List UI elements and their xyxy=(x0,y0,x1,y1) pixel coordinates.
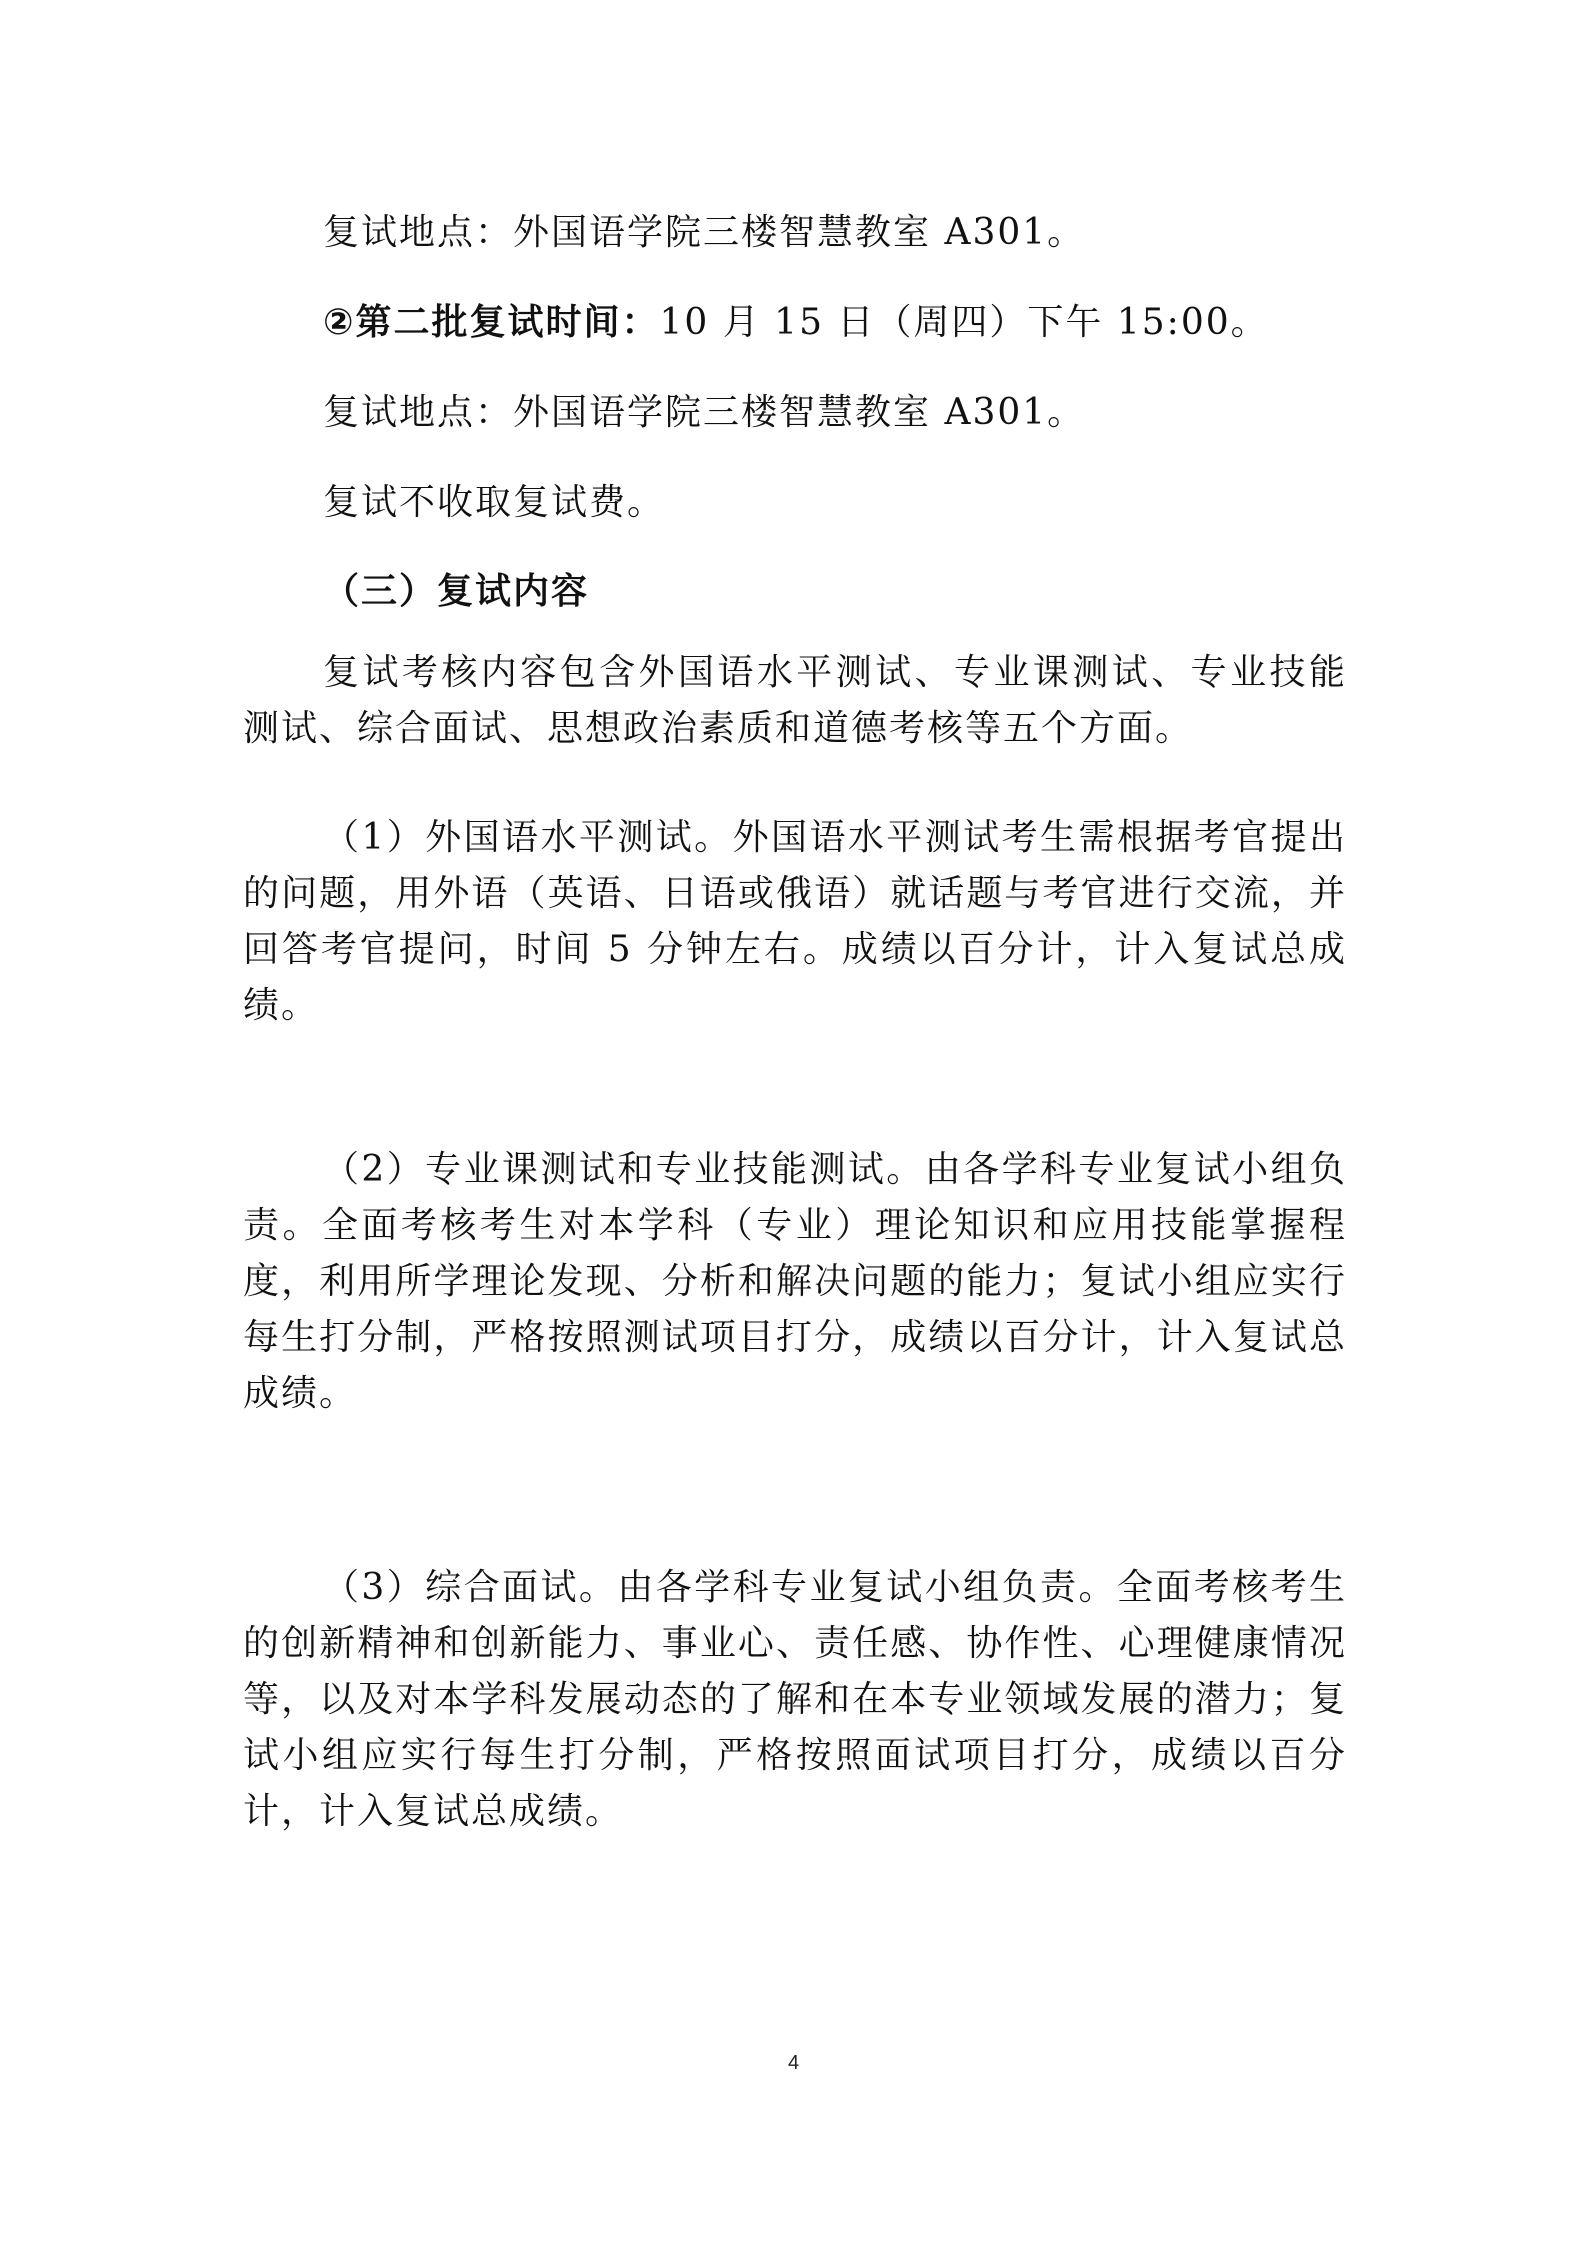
batch2-label: ②第二批复试时间： xyxy=(323,302,660,343)
content-intro-paragraph: 复试考核内容包含外国语水平测试、专业课测试、专业技能测试、综合面试、思想政治素质和道德考核等五个方面。 xyxy=(243,652,1347,749)
item1-paragraph: （1）外国语水平测试。外国语水平测试考生需根据考官提出的问题，用外语（英语、日语或俄语）就话题与考官进行交流，并回答考官提问，时间 5 分钟左右。成绩以百分计，计入复试总成绩。 xyxy=(243,817,1347,1026)
item2-paragraph: （2）专业课测试和专业技能测试。由各学科专业复试小组负责。全面考核考生对本学科（专业）理论知识和应用技能掌握程度，利用所学理论发现、分析和解决问题的能力；复试小组应实行每生打分制，严格按照测试项目打分，成绩以百分计，计入复试总成绩。 xyxy=(243,1149,1347,1414)
item3-paragraph: （3）综合面试。由各学科专业复试小组负责。全面考核考生的创新精神和创新能力、事业心、责任感、协作性、心理健康情况等，以及对本学科发展动态的了解和在本专业领域发展的潜力；复试小组应实行每生打分制，严格按照面试项目打分，成绩以百分计，计入复试总成绩。 xyxy=(243,1567,1347,1832)
batch2-time-line xyxy=(323,295,1269,351)
section-heading: （三）复试内容 xyxy=(323,571,590,612)
location-line-2: 复试地点：外国语学院三楼智慧教室 A301。 xyxy=(323,392,1086,433)
fee-line: 复试不收取复试费。 xyxy=(323,482,666,523)
location-line-1: 复试地点：外国语学院三楼智慧教室 A301。 xyxy=(323,212,1086,253)
page-number: 4 xyxy=(787,2052,800,2074)
batch2-value: 10 月 15 日（周四）下午 15:00。 xyxy=(659,302,1269,343)
